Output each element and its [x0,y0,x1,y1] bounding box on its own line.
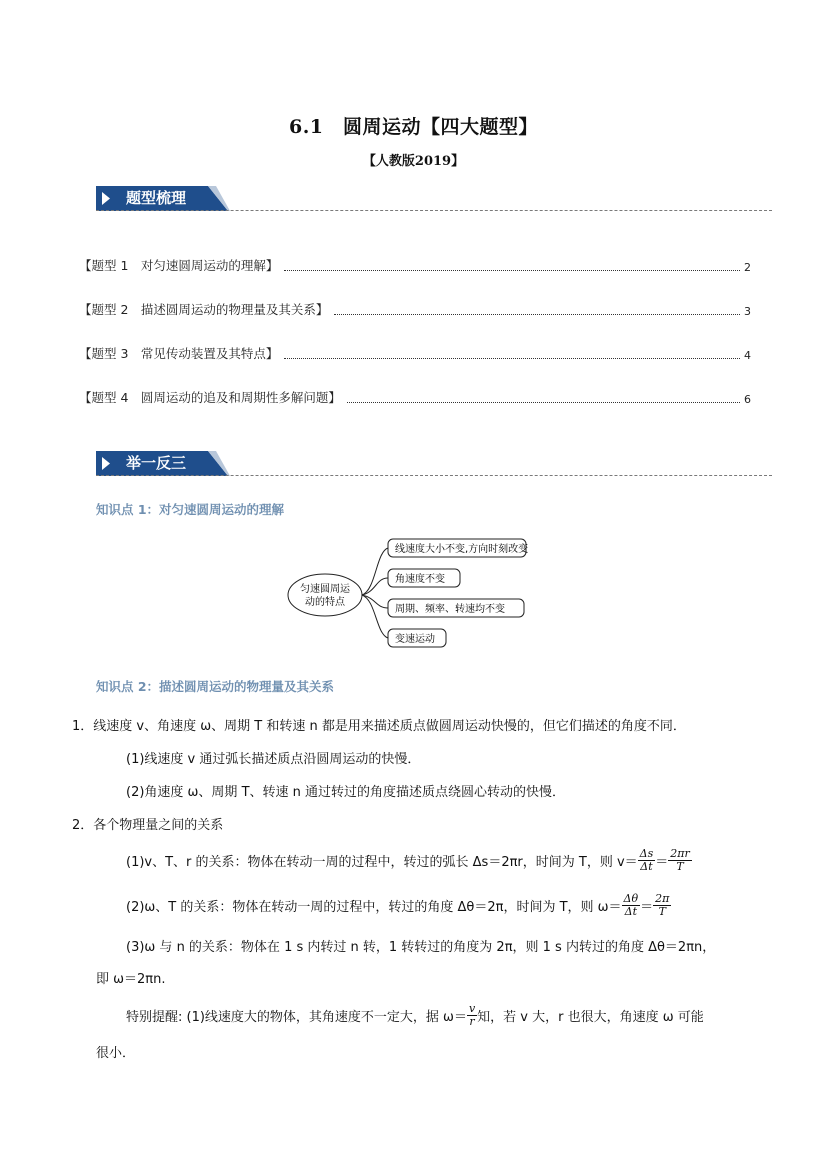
toc-label: 【题型 1 对匀速圆周运动的理解】 [79,258,279,273]
toc-label: 【题型 4 圆周运动的追及和周期性多解问题】 [79,390,341,405]
equals-sign: ＝ [640,899,654,915]
relation-2-text: (2)ω、T 的关系：物体在转动一周的过程中，转过的角度 Δθ＝2π，时间为 T，则 ω＝ [126,899,622,915]
relation-1 [126,843,692,877]
toc-page: 3 [744,305,751,318]
tip-line1 [126,998,704,1032]
mind-map-branch-3: 周期、频率、转速均不变 [395,604,505,615]
divider [96,210,772,211]
toc-item-4[interactable] [79,388,751,406]
page-title: 6.1 圆周运动【四大题型】 [288,116,539,138]
knowledge-heading-2: 知识点 2：描述圆周运动的物理量及其关系 [96,679,335,694]
fraction-dtheta-dt: $\frac{\Delta\theta}{\Delta t}$ [623,891,639,918]
mind-map-branch-2: 角速度不变 [395,574,445,585]
fraction-2pi-T: $\frac{2\pi}{T}$ [655,891,670,918]
relation-1-text: (1)v、T、r 的关系：物体在转动一周的过程中，转过的弧长 Δs＝2πr，时间为 T，则 v＝ [126,854,638,870]
toc-page: 4 [744,349,751,362]
toc-item-2[interactable] [79,300,751,318]
toc-page: 2 [744,261,751,274]
tip-line2: 很小． [96,1046,136,1061]
fraction-v-r: $\frac{v}{r}$ [468,1001,476,1028]
paragraph-1a: (1)线速度 v 通过弧长描述质点沿圆周运动的快慢． [126,752,421,767]
section-title-practice: 举一反三 [126,454,187,472]
mind-map-center-line2: 动的特点 [305,597,345,608]
relation-3-line2: 即 ω＝2πn. [96,972,166,987]
fraction-ds-dt: $\frac{\Delta s}{\Delta t}$ [639,846,654,873]
toc-label: 【题型 2 描述圆周运动的物理量及其关系】 [79,302,329,317]
section-title-overview: 题型梳理 [126,189,187,207]
divider [96,475,772,476]
mind-map-branch-4: 变速运动 [395,634,435,645]
mind-map-center-line1: 匀速圆周运 [300,584,350,595]
mind-map [280,532,540,652]
equals-sign: ＝ [655,854,669,870]
tip-text-post: 知，若 v 大，r 也很大，角速度 ω 可能 [477,1009,704,1025]
knowledge-heading-1: 知识点 1：对匀速圆周运动的理解 [96,502,285,517]
paragraph-1b: (2)角速度 ω、周期 T、转速 n 通过转过的角度描述质点绕圆心转动的快慢． [126,785,566,800]
paragraph-1: 1．线速度 v、角速度 ω、周期 T 和转速 n 都是用来描述质点做圆周运动快慢的，但它们描述的角度不同． [72,719,686,734]
tip-text-pre: 特别提醒: (1)线速度大的物体，其角速度不一定大，据 ω＝ [126,1009,467,1025]
page-subtitle: 【人教版2019】 [362,154,465,169]
toc-page: 6 [744,393,751,406]
fraction-2pir-T: $\frac{2\pi r}{T}$ [670,846,690,873]
toc-item-1[interactable] [79,256,751,274]
paragraph-2: 2．各个物理量之间的关系 [72,818,224,833]
mind-map-branch-1: 线速度大小不变,方向时刻改变 [395,544,529,555]
toc-item-3[interactable] [79,344,751,362]
toc-label: 【题型 3 常见传动装置及其特点】 [79,346,279,361]
relation-2 [126,888,671,922]
relation-3-line1: (3)ω 与 n 的关系：物体在 1 s 内转过 n 转，1 转转过的角度为 2π，则 1 s 内转过的角度 Δθ＝2πn， [126,940,716,955]
